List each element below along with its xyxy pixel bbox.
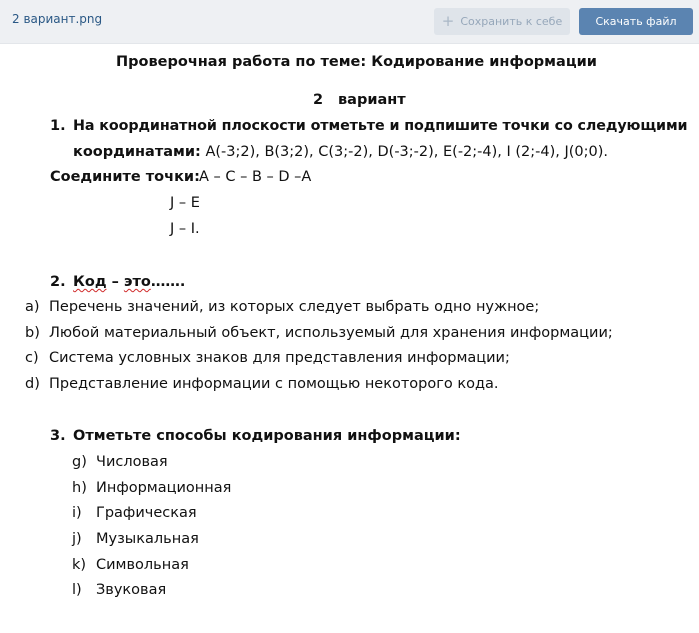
task1-connect-path1: A – C – B – D –A — [199, 169, 312, 185]
task1-connect-label: Соедините точки: — [50, 169, 200, 185]
task3-number: 3. — [50, 428, 66, 444]
task3-option-text: Графическая — [96, 505, 197, 521]
task1-line1: На координатной плоскости отметьте и подпишите точки со следующими — [73, 118, 688, 134]
task1-coordinates-label: координатами: — [73, 144, 201, 160]
download-button-label: Скачать файл — [595, 15, 677, 28]
save-button-label: Сохранить к себе — [460, 15, 563, 28]
task1-connect-path3: J – I. — [170, 221, 200, 237]
task2-number: 2. — [50, 274, 66, 290]
task3-option-letter: h) — [72, 480, 87, 496]
task2-option-letter: b) — [25, 325, 40, 341]
task3-option-letter: k) — [72, 557, 87, 573]
document-image — [0, 44, 699, 633]
task2-option-letter: c) — [25, 350, 39, 366]
task2-title — [73, 273, 185, 291]
task3-option-text: Звуковая — [96, 582, 167, 598]
task2-option-letter: a) — [25, 299, 40, 315]
task3-option-text: Числовая — [96, 454, 168, 470]
task1-points: A(-3;2), B(3;2), C(3;-2), D(-3;-2), E(-2;-4), I (2;-4), J(0;0). — [205, 144, 609, 160]
file-name: 2 вариант.png — [12, 12, 103, 26]
plus-icon: + — [441, 12, 455, 30]
task3-option-letter: l) — [72, 582, 82, 598]
task2-title-dash: – — [106, 274, 124, 290]
task3-option-text: Музыкальная — [96, 531, 199, 547]
task2-title-word-this: это — [123, 274, 151, 290]
task3-title: Отметьте способы кодирования информации: — [73, 428, 461, 444]
task2-title-ellipsis: ……. — [150, 274, 186, 290]
task2-title-word-code: Код — [73, 274, 107, 290]
document-title: Проверочная работа по теме: Кодирование информации — [116, 54, 597, 70]
task3-option-letter: g) — [72, 454, 87, 470]
save-to-self-button[interactable] — [434, 8, 570, 35]
task2-option-letter: d) — [25, 376, 40, 392]
task2-option-text: Система условных знаков для представления информации; — [49, 350, 510, 366]
viewer-toolbar — [0, 0, 699, 44]
task1-number: 1. — [50, 118, 66, 134]
variant-number: 2 — [313, 92, 324, 108]
task1-line2 — [73, 143, 608, 161]
task3-option-letter: j) — [72, 531, 82, 547]
task3-option-text: Информационная — [96, 480, 232, 496]
task2-option-text: Представление информации с помощью некоторого кода. — [49, 376, 499, 392]
task1-connect-path2: J – E — [170, 195, 200, 211]
download-file-button[interactable] — [579, 8, 693, 35]
task2-option-text: Перечень значений, из которых следует выбрать одно нужное; — [49, 299, 540, 315]
task2-option-text: Любой материальный объект, используемый для хранения информации; — [49, 325, 613, 341]
task3-option-letter: i) — [72, 505, 82, 521]
task3-option-text: Символьная — [96, 557, 189, 573]
variant-word: вариант — [338, 92, 406, 108]
